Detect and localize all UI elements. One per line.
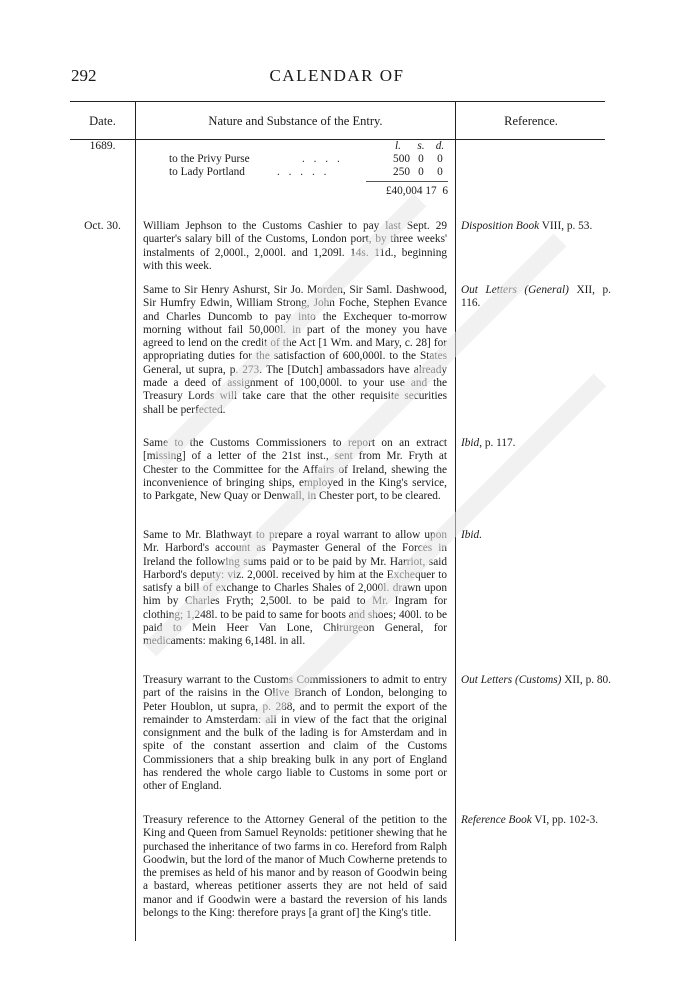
running-title: CALENDAR OF xyxy=(269,66,405,85)
reference-detail: , p. 117. xyxy=(479,437,516,449)
reference-book: Out Letters (General) xyxy=(461,284,569,296)
entry-date: Oct. 30. xyxy=(84,220,121,232)
column-header-reference: Reference. xyxy=(504,114,558,128)
carry-total: £40,004 17 6 xyxy=(385,185,448,197)
carry-item-pounds: 500 xyxy=(393,153,410,165)
carry-item-label: to Lady Portland xyxy=(169,166,245,178)
entry-year: 1689. xyxy=(89,140,116,152)
reference-book: Disposition Book xyxy=(461,220,540,232)
reference-column-rule xyxy=(455,101,456,941)
carry-item-label: to the Privy Purse xyxy=(169,153,250,165)
reference-detail: VIII, p. 53. xyxy=(539,220,593,232)
entry-reference xyxy=(461,674,611,687)
entry-text: Same to Sir Henry Ashurst, Sir Jo. Morden, Sir Saml. Dashwood, Sir Humfry Edwin, William Strong, John Foche, Stephen Evance and Charles Duncomb to pay into the Exchequer to-morrow morning without fail 50,000l. in part of the money you have agreed to lend on the credit of the Act [1 Wm. and Mary, c. 28] for appropriating duties for the satisfaction of 600,000l. to the States General, ut supra, p. 273. The [Dutch] ambassadors have already made a deed of assignment of 100,000l. to your use and the Treasury Lords will take care that the other requisite securities shall be perfected. xyxy=(143,284,447,416)
column-header-date: Date. xyxy=(89,114,116,128)
entry-text: Same to the Customs Commissioners to report on an extract [missing] of a letter of the 21st inst., sent from Mr. Fryth at Chester to the Committee for the Affairs of Ireland, shewing the inconvenience of bringing ships, employed in the King's service, to Parkgate, New Quay or Denwall, in Chester port, to be cleared. xyxy=(143,437,447,503)
entry-reference xyxy=(461,220,611,233)
carry-item-pounds: 250 xyxy=(393,166,410,178)
reference-detail: XII, p. 116. xyxy=(461,284,611,310)
reference-detail: VI, pp. 102-3. xyxy=(531,814,599,826)
page-number: 292 xyxy=(71,66,97,85)
unit-shillings: s. xyxy=(417,140,425,152)
table-top-rule xyxy=(70,101,605,102)
entry-text: Same to Mr. Blathwayt to prepare a royal warrant to allow upon Mr. Harbord's account as Paymaster General of the Forces in Ireland the following sums paid or to be paid by Mr. Harriot, said Harbord's deputy: viz. 2,000l. received by him at the Exchequer to satisfy a bill of exchange to Charles Shales of 2,000l. drawn upon him by Charles Fryth; 2,500l. to be paid to Mr. Ingram for clothing; 1,248l. to be paid to same for boots and shoes; 400l. to be paid to Mein Heer Van Lone, Chirurgeon General, for medicaments: making 6,148l. in all. xyxy=(143,529,447,648)
carry-item-dots: . . . . . xyxy=(277,166,330,178)
entry-reference xyxy=(461,437,611,450)
entry-text: Treasury warrant to the Customs Commissioners to admit to entry part of the raisins in the Olive Branch of London, belonging to Peter Houblon, ut supra, p. 288, and to permit the export of the remainder to Amsterdam: all in view of the fact that the original consignment and the bulk of the lading is for Amsterdam and in spite of the constant assertion and claim of the Customs Commissioners that a ship breaking bulk in any port of England has rendered the whole cargo liable to Customs in some port or other of England. xyxy=(143,674,447,793)
entry-text: William Jephson to the Customs Cashier to pay last Sept. 29 quarter's salary bill of the Customs, London port, by three weeks' instalments of 2,000l., 2,000l. and 1,209l. 14s. 11d., beginning with this week. xyxy=(143,220,447,272)
table-header-rule xyxy=(70,139,605,140)
carry-item-shillings: 0 xyxy=(418,153,424,165)
entry-reference xyxy=(461,529,611,542)
reference-book: Out Letters (Customs) xyxy=(461,674,562,686)
entry-reference xyxy=(461,814,611,827)
carry-item-pence: 0 xyxy=(437,166,443,178)
entry-reference xyxy=(461,284,611,311)
unit-pounds: l. xyxy=(395,140,401,152)
column-header-nature: Nature and Substance of the Entry. xyxy=(208,114,383,128)
reference-detail: XII, p. 80. xyxy=(561,674,611,686)
reference-book: Ibid. xyxy=(461,529,483,541)
reference-book: Ibid xyxy=(461,437,480,449)
carry-item-shillings: 0 xyxy=(418,166,424,178)
date-column-rule xyxy=(135,101,136,941)
total-rule xyxy=(366,181,448,182)
unit-pence: d. xyxy=(435,140,445,152)
entry-text: Treasury reference to the Attorney General of the petition to the King and Queen from Samuel Reynolds: petitioner shewing that he purchased the inheritance of two farms in co. Hereford from Ralph Goodwin, but the lord of the manor of Much Cowherne pretends to the premises as held of his manor and by reason of Goodwin being a bastard, whereas petitioner asserts they are not held of said manor and if Goodwin were a bastard the reversion of his lands belongs to the King: therefore prays [a grant of] the King's title. xyxy=(143,814,448,920)
carry-item-dots: . . . . xyxy=(302,153,343,165)
reference-book: Reference Book xyxy=(461,814,532,826)
carry-item-pence: 0 xyxy=(437,153,443,165)
